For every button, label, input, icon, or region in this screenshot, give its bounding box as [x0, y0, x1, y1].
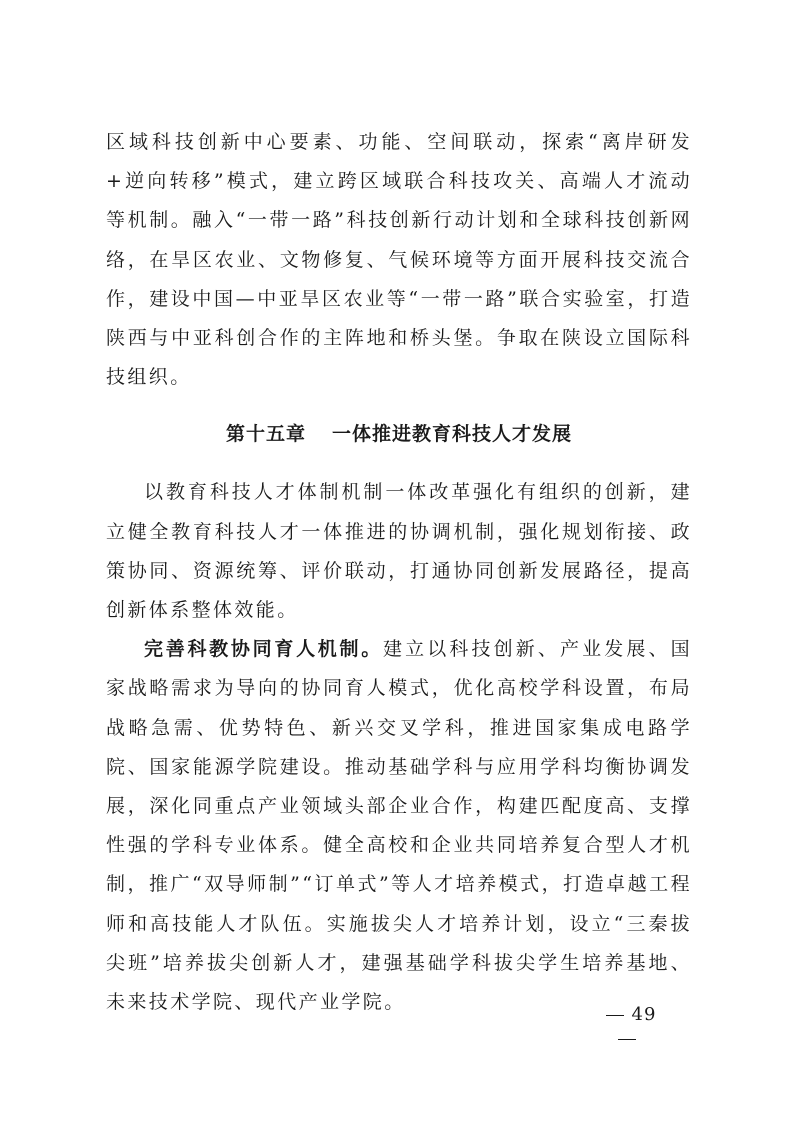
page-number-value: 49	[631, 1004, 657, 1025]
section-paragraph	[106, 630, 692, 1022]
section-lead: 完善科教协同育人机制。	[144, 638, 383, 661]
page-number-left-dash	[606, 1015, 624, 1016]
chapter-title: 一体推进教育科技人才发展	[332, 423, 573, 446]
page-body	[106, 123, 692, 1022]
page-number-right-dash	[618, 1039, 636, 1040]
section-body: 建立以科技创新、产业发展、国家战略需求为导向的协同育人模式，优化高校学科设置，布局战略急需、优势特色、新兴交叉学科，推进国家集成电路学院、国家能源学院建设。推动基础学科与应用学科均衡协调发展，深化同重点产业领域头部企业合作，构建匹配度高、支撑性强的学科专业体系。健全高校和企业共同培养复合型人才机制，推广“双导师制”“订单式”等人才培养模式，打造卓越工程师和高技能人才队伍。实施拔尖人才培养计划，设立“三秦拔尖班”培养拔尖创新人才，建强基础学科拔尖学生培养基地、未来技术学院、现代产业学院。	[106, 638, 692, 1014]
continuation-paragraph: 区域科技创新中心要素、功能、空间联动，探索“离岸研发+逆向转移”模式，建立跨区域联合科技攻关、高端人才流动等机制。融入“一带一路”科技创新行动计划和全球科技创新网络，在旱区农业、文物修复、气候环境等方面开展科技交流合作，建设中国—中亚旱区农业等“一带一路”联合实验室，打造陕西与中亚科创合作的主阵地和桥头堡。争取在陕设立国际科技组织。	[106, 131, 692, 389]
chapter-number: 第十五章	[225, 423, 306, 446]
intro-paragraph: 以教育科技人才体制机制一体改革强化有组织的创新，建立健全教育科技人才一体推进的协调机制，强化规划衔接、政策协同、资源统筹、评价联动，打通协同创新发展路径，提高创新体系整体效能。	[106, 481, 692, 622]
page-number	[582, 1003, 672, 1051]
chapter-heading	[106, 397, 692, 473]
